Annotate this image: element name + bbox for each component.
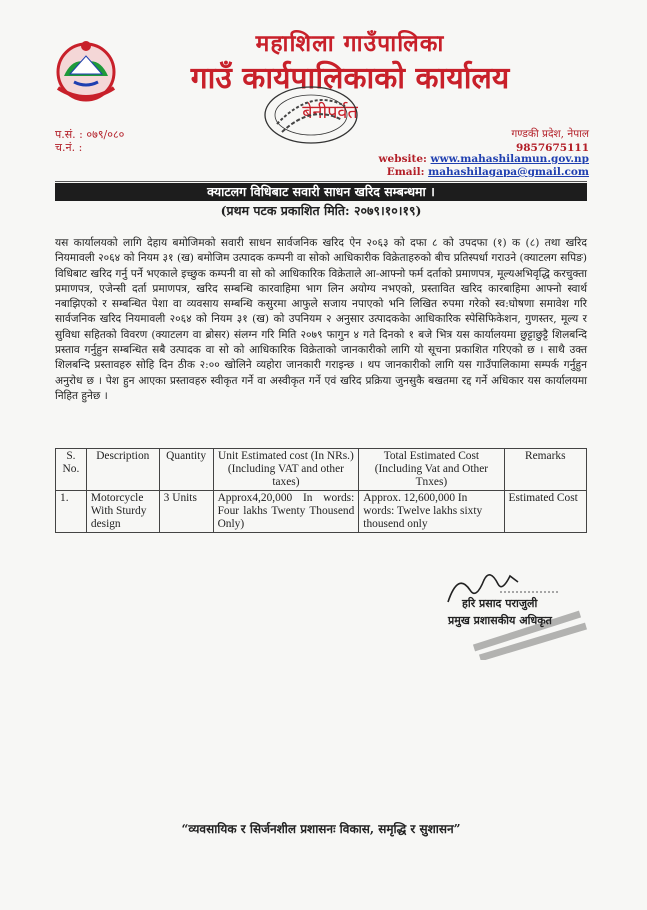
table-header-row xyxy=(56,449,587,491)
cell-unit-cost: Approx4,20,000 In words: Four lakhs Twenty Thousend Only) xyxy=(213,491,359,533)
office-title: गाउँ कार्यपालिकाको कार्यालय xyxy=(190,61,510,96)
website-link[interactable]: www.mahashilamun.gov.np xyxy=(430,153,589,165)
signatory-title: प्रमुख प्रशासकीय अधिकृत xyxy=(448,614,552,627)
header-sn: S. No. xyxy=(56,449,87,491)
header-total-cost: Total Estimated Cost (Including Vat and Other Tnxes) xyxy=(359,449,504,491)
procurement-table xyxy=(55,448,587,533)
header-description: Description xyxy=(86,449,159,491)
reference-number: प.सं. : ०७९/०८० xyxy=(55,128,125,141)
office-stamp-icon xyxy=(262,84,360,146)
dispatch-number: च.नं. : xyxy=(55,141,83,154)
office-name: महाशिला गाउँपालिका xyxy=(255,30,445,57)
signatory-name: हरि प्रसाद पराजुली xyxy=(462,597,538,610)
nepal-emblem-icon xyxy=(52,36,120,104)
header-unit-cost: Unit Estimated cost (In NRs.) (Including VAT and other taxes) xyxy=(213,449,359,491)
website-label: website: xyxy=(378,153,427,165)
notice-title: क्याटलग विधिबाट सवारी साधन खरिद सम्बन्धमा । xyxy=(55,183,587,201)
website-line xyxy=(379,153,589,165)
table-row xyxy=(56,491,587,533)
office-place: बेनीपर्वत xyxy=(302,102,358,123)
cell-total-cost: Approx. 12,600,000 In words: Twelve lakhs sixty thousend only xyxy=(359,491,504,533)
notice-body: यस कार्यालयको लागि देहाय बमोजिमको सवारी साधन सार्वजनिक खरिद ऐन २०६३ को दफा ८ को उपदफा (१) क (८) तथा खरिद नियमावली २०६४ को नियम ३१ (ख) बमोजिम उत्पादक कम्पनी वा सोको आधिकारीक विक्रेताहरुको बीच प्रतिस्पर्धा गराउने (क्याटलग सपिङ) विधिबाट खरिद गर्नु पर्ने भएकाले इच्छुक कम्पनी वा सो को आधिकारिक विक्रेताले आ-आफ्नो फर्म दर्ताको प्रमाणपत्र, मूल्यअभिवृद्धि करचुक्ता प्रमाणपत्र, एजेन्सी दर्ता प्रमाणपत्र, खरिद सम्बन्धि कारवाहिमा भाग लिन अयोग्य नभएको, प्रस्तावित खरिद कारबाहिमा आफ्नो स्वार्थ नबाझिएको र सम्बन्धित पेशा वा व्यवसाय सम्बन्धि कसुरमा आफुले सजाय नपाएको भनि लिखित रुपमा गरेको स्व:घोषणा समावेश गरि सार्वजनिक खरिद नियमावली २०६४ को नियम ३१ (ख) को उपनियम २ अनुसार उत्पादककेा आधिकारिक स्पेसिफिकेशन, गुणस्तर, मूल्य र सुविधा सहितको विवरण (क्याटलग वा ब्रोसर) संलग्न गरि मिति २०७९ फागुन ४ गते दिनको १ बजे भित्र यस कार्यालयमा छुट्टाछुट्टै शिलबन्दि प्रस्ताव गर्नुहुन सम्बन्धित सबै उत्पादक वा सो को आधिकारिक विक्रेताको जानकारीको लागि यो सूचना प्रकाशित गरिएको छ । साथै उक्त शिलबन्दि प्रस्तावहरु सोहि दिन ठीक २:०० खोलिने व्यहोरा जानकारी गराइन्छ । थप जानकारीको लागि यस गाउँपालिकामा सम्पर्क गर्नुहुन अनुरोध छ । पेश हुन आएका प्रस्तावहरु स्वीकृत गर्ने वा अस्वीकृत गर्ने एवं खरिद प्रक्रिया जुनसुकै बखतमा रद्द गर्ने अधिकार यस कार्यालयमा निहित हुनेछ । xyxy=(55,237,587,402)
cell-sn: 1. xyxy=(56,491,87,533)
phone-number: 9857675111 xyxy=(515,142,589,154)
email-label: Email: xyxy=(386,166,425,178)
header-divider xyxy=(55,181,587,182)
email-link[interactable]: mahashilagapa@gmail.com xyxy=(428,166,589,178)
province-label: गण्डकी प्रदेश, नेपाल xyxy=(511,128,589,140)
cell-remarks: Estimated Cost xyxy=(504,491,586,533)
email-line xyxy=(387,166,589,178)
footer-motto: “व्यवसायिक र सिर्जनशील प्रशासनः विकास, समृद्धि र सुशासन” xyxy=(181,822,461,836)
notice-subtitle: (प्रथम पटक प्रकाशित मिति: २०७९।१०।१९) xyxy=(220,203,422,218)
header-remarks: Remarks xyxy=(504,449,586,491)
cell-description: Motorcycle With Sturdy design xyxy=(86,491,159,533)
cell-quantity: 3 Units xyxy=(159,491,213,533)
header-quantity: Quantity xyxy=(159,449,213,491)
